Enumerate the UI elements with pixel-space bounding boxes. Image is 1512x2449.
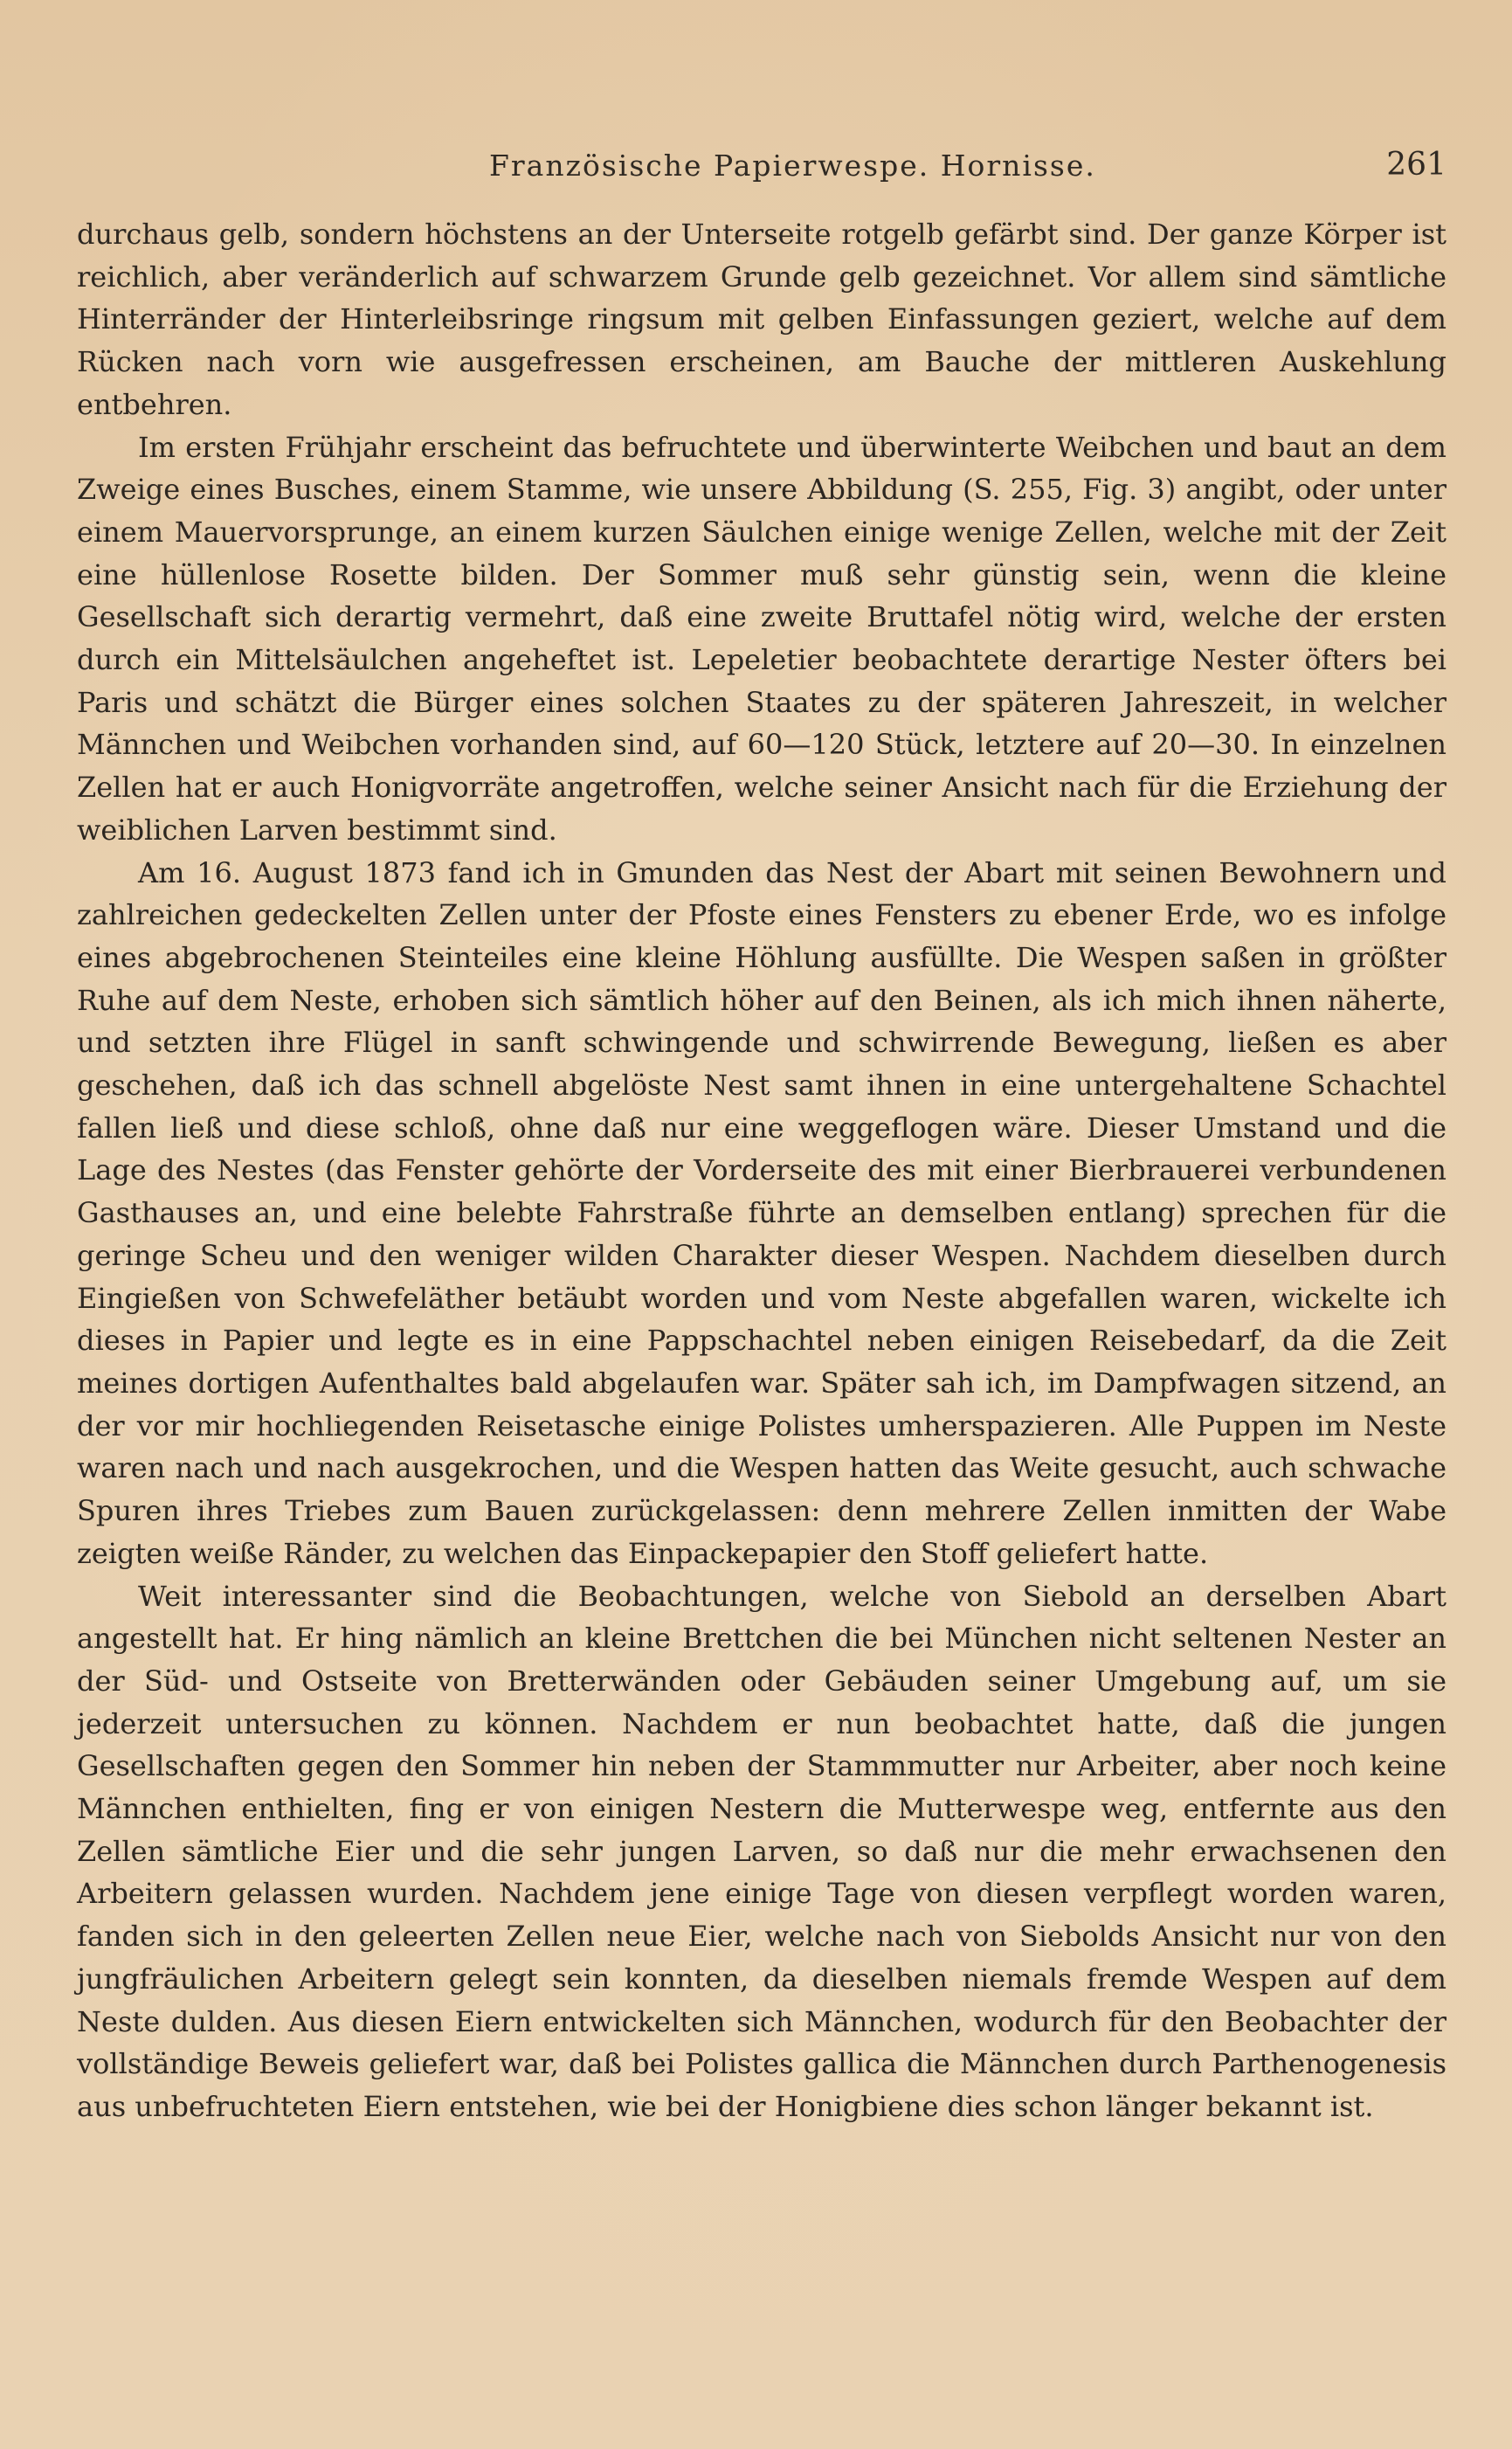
body-text [77, 213, 1446, 2128]
paragraph-3: Am 16. August 1873 fand ich in Gmunden das Nest der Abart mit seinen Bewohnern und zahlreichen gedeckelten Zellen unter der Pfoste eines Fensters zu ebener Erde, wo es infolge eines abgebrochenen Steinteiles eine kleine Höhlung ausfüllte. Die Wespen saßen in größter Ruhe auf dem Neste, erhoben sich sämtlich höher auf den Beinen, als ich mich ihnen näherte, und setzten ihre Flügel in sanft schwingende und schwirrende Bewegung, ließen es aber geschehen, daß ich das schnell abgelöste Nest samt ihnen in eine untergehaltene Schachtel fallen ließ und diese schloß, ohne daß nur eine weggeflogen wäre. Dieser Umstand und die Lage des Nestes (das Fenster gehörte der Vorderseite des mit einer Bierbrauerei verbundenen Gasthauses an, und eine belebte Fahrstraße führte an demselben entlang) sprechen für die geringe Scheu und den weniger wilden Charakter dieser Wespen. Nachdem dieselben durch Eingießen von Schwefeläther betäubt worden und vom Neste abgefallen waren, wickelte ich dieses in Papier und legte es in eine Pappschachtel neben einigen Reisebedarf, da die Zeit meines dortigen Aufenthaltes bald abgelaufen war. Später sah ich, im Dampfwagen sitzend, an der vor mir hochliegenden Reisetasche einige Polistes umherspazieren. Alle Puppen im Neste waren nach und nach ausgekrochen, und die Wespen hatten das Weite gesucht, auch schwache Spuren ihres Triebes zum Bauen zurückgelassen: denn mehrere Zellen inmitten der Wabe zeigten weiße Ränder, zu welchen das Einpackepapier den Stoff geliefert hatte. [77, 855, 1446, 1570]
running-head [0, 149, 1512, 192]
paragraph-4: Weit interessanter sind die Beobachtungen, welche von Siebold an derselben Abart angestellt hat. Er hing nämlich an kleine Brettchen die bei München nicht seltenen Nester an der Süd- und Ostseite von Bretterwänden oder Gebäuden seiner Umgebung auf, um sie jederzeit untersuchen zu können. Nachdem er nun beobachtet hatte, daß die jungen Gesellschaften gegen den Sommer hin neben der Stammmutter nur Arbeiter, aber noch keine Männchen enthielten, fing er von einigen Nestern die Mutterwespe weg, entfernte aus den Zellen sämtliche Eier und die sehr jungen Larven, so daß nur die mehr erwachsenen den Arbeitern gelassen wurden. Nachdem jene einige Tage von diesen verpflegt worden waren, fanden sich in den geleerten Zellen neue Eier, welche nach von Siebolds Ansicht nur von den jungfräulichen Arbeitern gelegt sein konnten, da dieselben niemals fremde Wespen auf dem Neste dulden. Aus diesen Eiern entwickelten sich Männchen, wodurch für den Beobachter der vollständige Beweis geliefert war, daß bei Polistes gallica die Männchen durch Parthenogenesis aus unbefruchteten Eiern entstehen, wie bei der Honigbiene dies schon länger bekannt ist. [77, 1579, 1446, 2123]
page-title: Französische Papierwespe. Hornisse. [489, 149, 1096, 183]
page-number: 261 [1386, 147, 1446, 183]
paragraph-1: durchaus gelb, sondern höchstens an der Unterseite rotgelb gefärbt sind. Der ganze Körper ist reichlich, aber veränderlich auf schwarzem Grunde gelb gezeichnet. Vor allem sind sämtliche Hinterränder der Hinterleibsringe ringsum mit gelben Einfassungen geziert, welche auf dem Rücken nach vorn wie ausgefressen erscheinen, am Bauche der mittleren Auskehlung entbehren. [77, 218, 1446, 421]
paragraph-2: Im ersten Frühjahr erscheint das befruchtete und überwinterte Weibchen und baut an dem Zweige eines Busches, einem Stamme, wie unsere Abbildung (S. 255, Fig. 3) angibt, oder unter einem Mauervorsprunge, an einem kurzen Säulchen einige wenige Zellen, welche mit der Zeit eine hüllenlose Rosette bilden. Der Sommer muß sehr günstig sein, wenn die kleine Gesellschaft sich derartig vermehrt, daß eine zweite Bruttafel nötig wird, welche der ersten durch ein Mittelsäulchen angeheftet ist. Lepeletier beobachtete derartige Nester öfters bei Paris und schätzt die Bürger eines solchen Staates zu der späteren Jahreszeit, in welcher Männchen und Weibchen vorhanden sind, auf 60—120 Stück, letztere auf 20—30. In einzelnen Zellen hat er auch Honigvorräte angetroffen, welche seiner Ansicht nach für die Erziehung der weiblichen Larven bestimmt sind. [77, 430, 1446, 847]
